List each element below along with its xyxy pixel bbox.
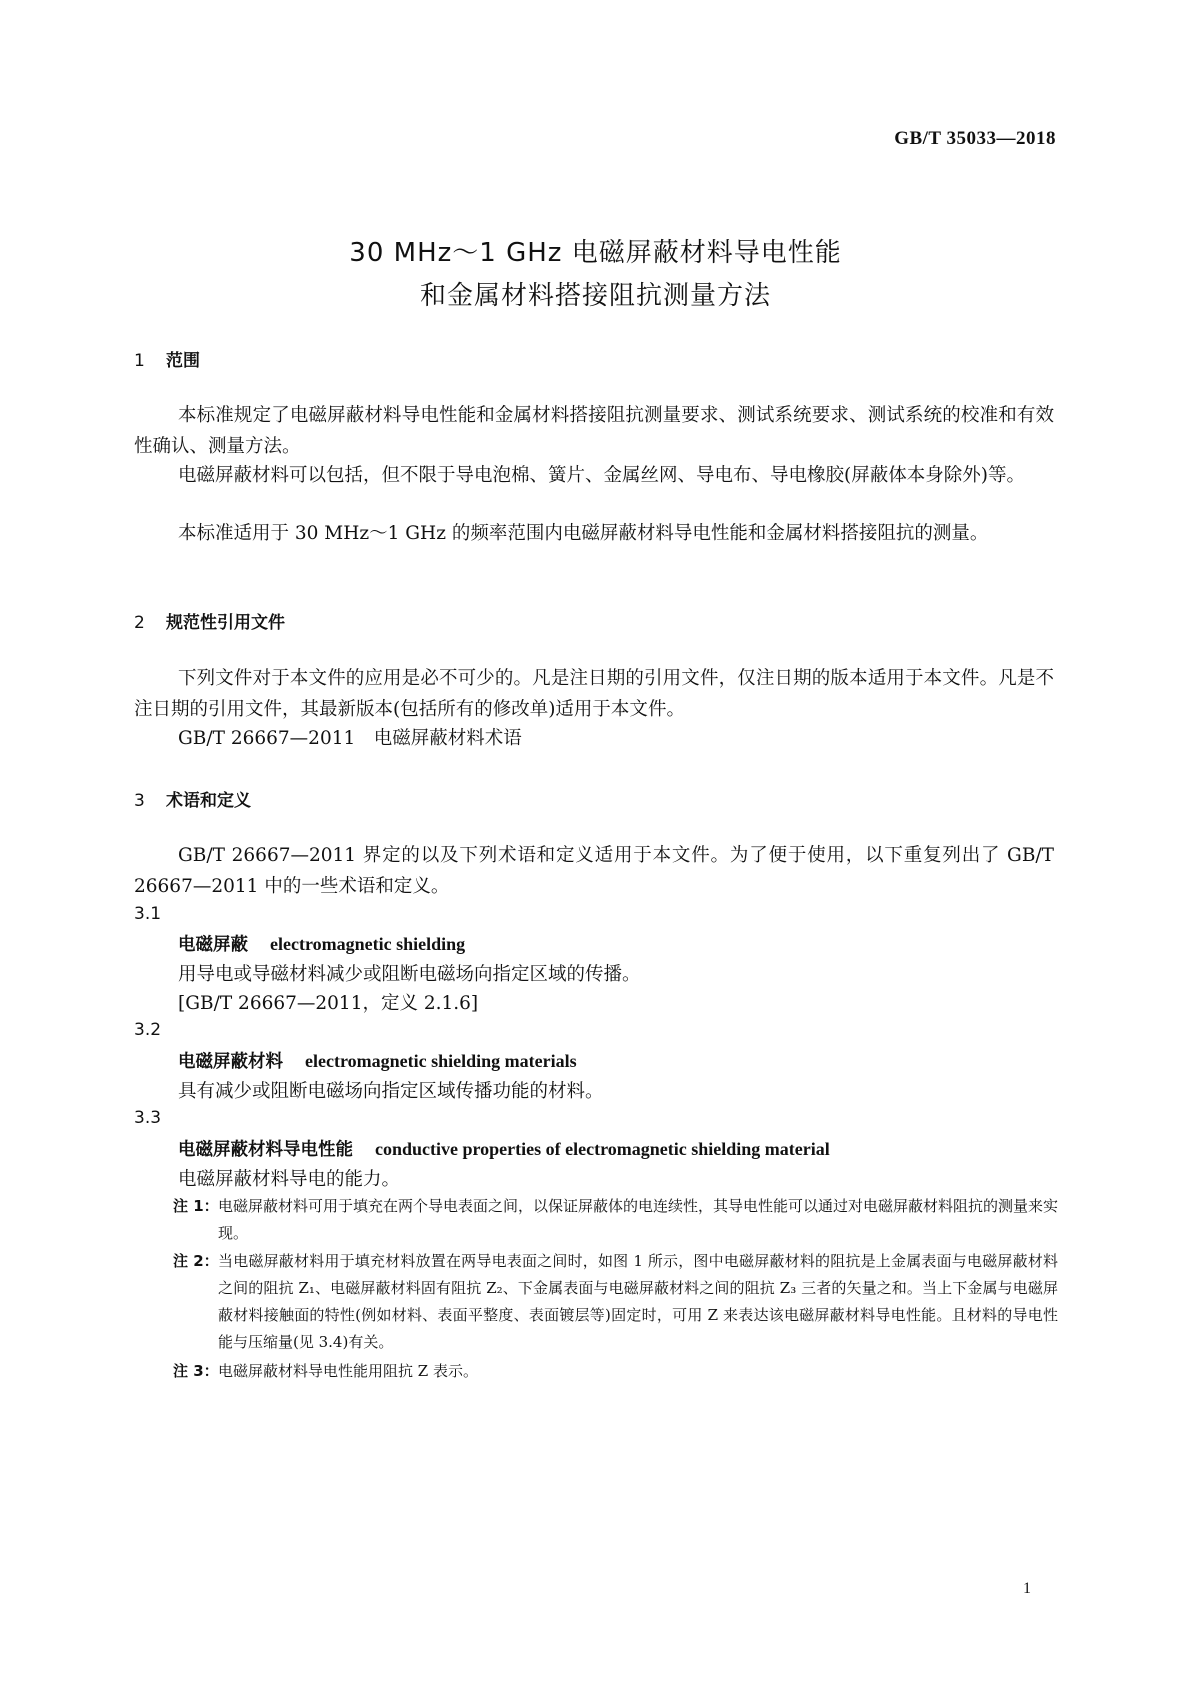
- term-number: 3.1: [134, 904, 162, 924]
- term-en: electromagnetic shielding materials: [305, 1051, 577, 1071]
- document-title-line-2: 和金属材料搭接阻抗测量方法: [419, 281, 771, 311]
- note-text: 当电磁屏蔽材料用于填充材料放置在两导电表面之间时，如图 1 所示，图中电磁屏蔽材料的阻抗是上金属表面与电磁屏蔽材料之间的阻抗 Z₁、电磁屏蔽材料固有阻抗 Z₂、下金属表面与电磁屏蔽材料之间的阻抗 Z₃ 三者的矢量之和。当上下金属与电磁屏蔽材料接触面的特性(例如材料、表面平整度、表面镀层等)固定时，可用 Z 来表达该电磁屏蔽材料导电性能。且材料的导电性能与压缩量(见 3.4)有关。: [218, 1252, 1058, 1351]
- document-title-line-1: 30 MHz～1 GHz 电磁屏蔽材料导电性能: [349, 238, 842, 268]
- referenced-document: GB/T 26667—2011 电磁屏蔽材料术语: [178, 728, 522, 749]
- note-label: 注 3：: [173, 1362, 219, 1380]
- section-number: 2: [134, 613, 145, 633]
- paragraph: 下列文件对于本文件的应用是必不可少的。凡是注日期的引用文件，仅注日期的版本适用于本文件。凡是不注日期的引用文件，其最新版本(包括所有的修改单)适用于本文件。: [134, 668, 1054, 720]
- term-number: 3.3: [134, 1108, 162, 1128]
- paragraph: 电磁屏蔽材料可以包括，但不限于导电泡棉、簧片、金属丝网、导电布、导电橡胶(屏蔽体本身除外)等。: [178, 465, 1025, 486]
- term-zh: 电磁屏蔽: [178, 935, 248, 955]
- term-source: [GB/T 26667—2011，定义 2.1.6]: [178, 993, 479, 1014]
- section-number: 3: [134, 791, 145, 811]
- section-title: 范围: [166, 351, 200, 371]
- term-definition: 用导电或导磁材料减少或阻断电磁场向指定区域的传播。: [178, 964, 641, 985]
- standard-code: GB/T 35033—2018: [894, 128, 1056, 149]
- page-number: 1: [1023, 1580, 1031, 1597]
- note-3: [173, 1358, 1058, 1385]
- note-text: 电磁屏蔽材料可用于填充在两个导电表面之间，以保证屏蔽体的电连续性，其导电性能可以通过对电磁屏蔽材料阻抗的测量来实现。: [218, 1197, 1059, 1242]
- paragraph: 本标准适用于 30 MHz～1 GHz 的频率范围内电磁屏蔽材料导电性能和金属材料搭接阻抗的测量。: [178, 523, 989, 544]
- section-heading-3: [134, 786, 251, 811]
- term-zh: 电磁屏蔽材料导电性能: [178, 1140, 353, 1160]
- term-heading: [178, 931, 465, 956]
- section-heading-1: [134, 346, 200, 371]
- note-2: [173, 1248, 1058, 1356]
- term-en: conductive properties of electromagnetic shielding material: [375, 1139, 830, 1159]
- note-text: 电磁屏蔽材料导电性能用阻抗 Z 表示。: [218, 1362, 478, 1380]
- term-definition: 电磁屏蔽材料导电的能力。: [178, 1169, 401, 1190]
- term-zh: 电磁屏蔽材料: [178, 1052, 283, 1072]
- paragraph: 本标准规定了电磁屏蔽材料导电性能和金属材料搭接阻抗测量要求、测试系统要求、测试系统的校准和有效性确认、测量方法。: [134, 405, 1054, 457]
- section-heading-2: [134, 608, 285, 633]
- note-label: 注 2：: [173, 1252, 219, 1270]
- term-definition: 具有减少或阻断电磁场向指定区域传播功能的材料。: [178, 1081, 604, 1102]
- term-number: 3.2: [134, 1020, 162, 1040]
- note-1: [173, 1193, 1058, 1247]
- note-label: 注 1：: [173, 1197, 219, 1215]
- term-heading: [178, 1048, 577, 1073]
- section-number: 1: [134, 351, 145, 371]
- term-heading: [178, 1136, 830, 1161]
- section-title: 规范性引用文件: [166, 613, 285, 633]
- paragraph: GB/T 26667—2011 界定的以及下列术语和定义适用于本文件。为了便于使用，以下重复列出了 GB/T 26667—2011 中的一些术语和定义。: [134, 845, 1054, 897]
- section-title: 术语和定义: [166, 791, 251, 811]
- term-en: electromagnetic shielding: [270, 934, 466, 954]
